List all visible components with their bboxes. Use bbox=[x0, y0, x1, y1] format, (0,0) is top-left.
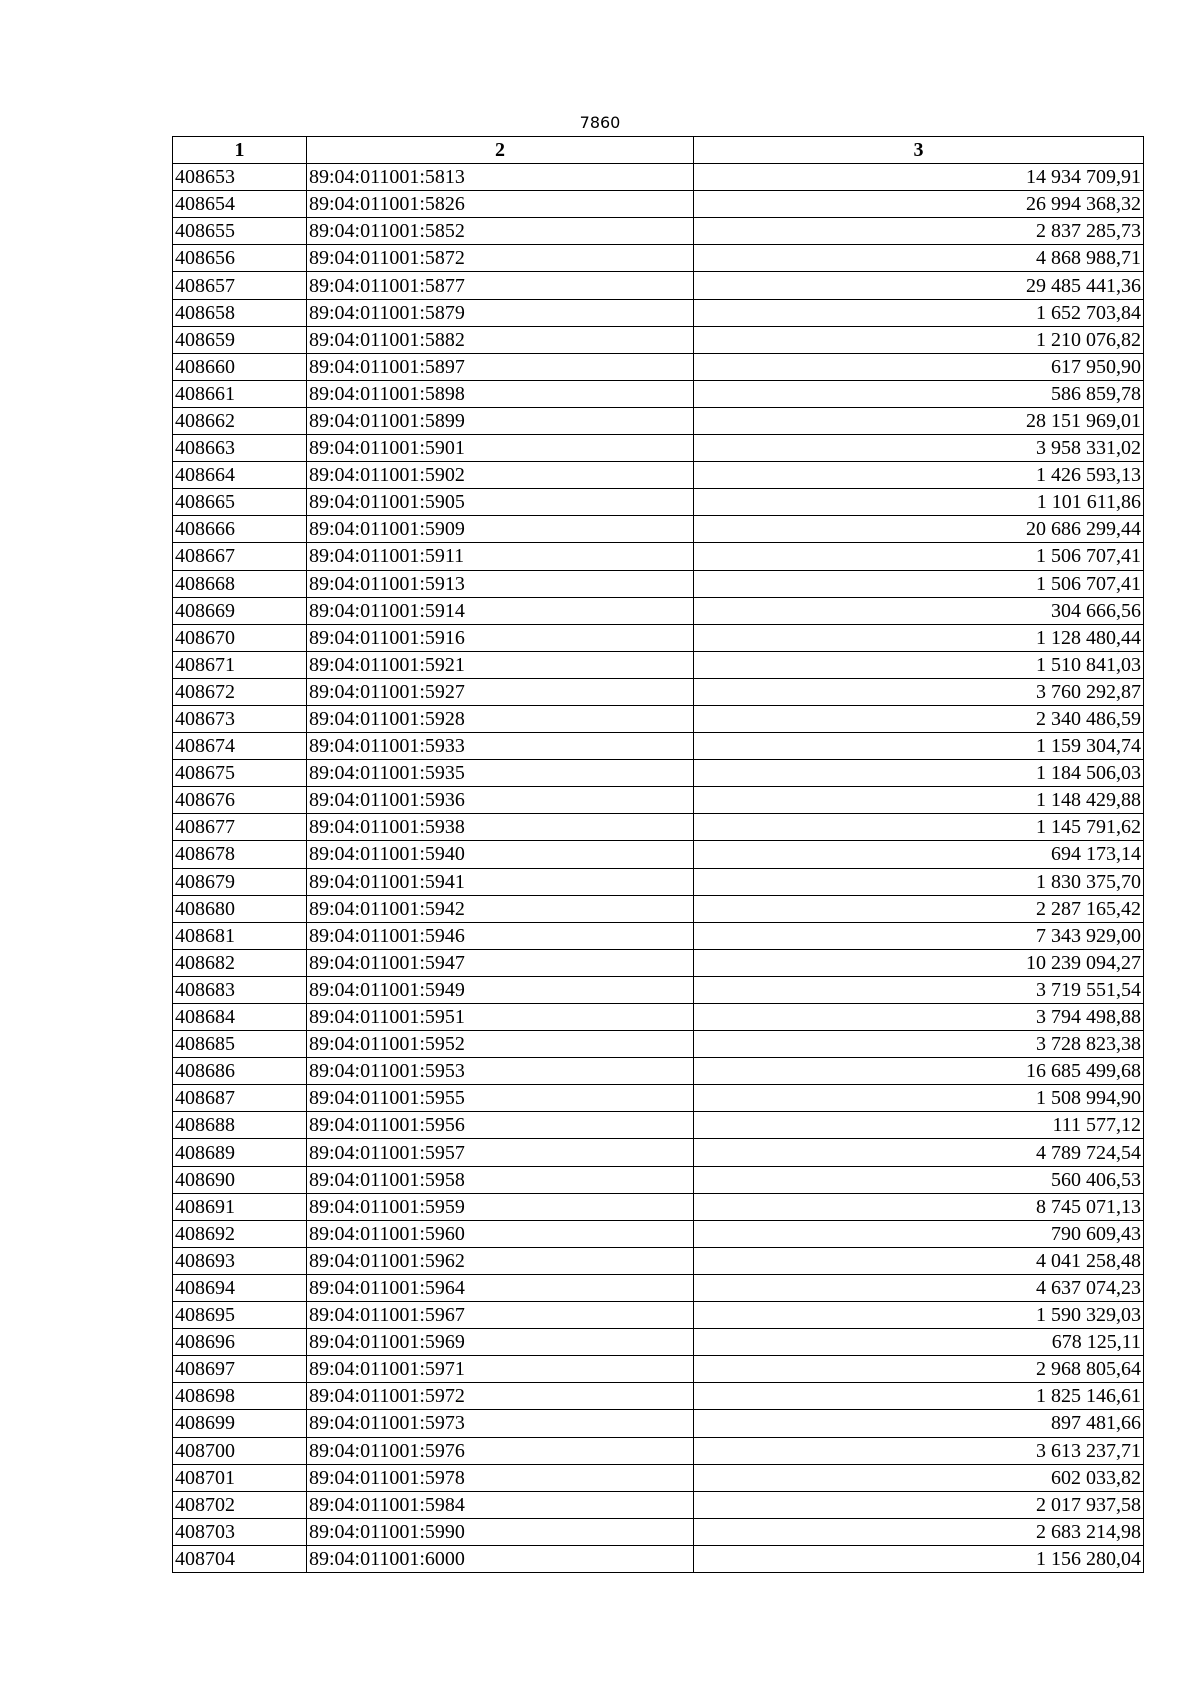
value-cell: 2 287 165,42 bbox=[694, 895, 1144, 922]
row-number-cell: 408657 bbox=[173, 272, 307, 299]
data-table bbox=[172, 136, 1144, 1573]
table-row bbox=[173, 1274, 1144, 1301]
row-number-cell: 408663 bbox=[173, 435, 307, 462]
cadastral-number-cell: 89:04:011001:5973 bbox=[307, 1410, 694, 1437]
value-cell: 2 340 486,59 bbox=[694, 705, 1144, 732]
cadastral-number-cell: 89:04:011001:5984 bbox=[307, 1491, 694, 1518]
table-row bbox=[173, 624, 1144, 651]
value-cell: 14 934 709,91 bbox=[694, 164, 1144, 191]
value-cell: 3 794 498,88 bbox=[694, 1004, 1144, 1031]
cadastral-number-cell: 89:04:011001:5879 bbox=[307, 299, 694, 326]
value-cell: 7 343 929,00 bbox=[694, 922, 1144, 949]
cadastral-number-cell: 89:04:011001:5914 bbox=[307, 597, 694, 624]
value-cell: 2 968 805,64 bbox=[694, 1356, 1144, 1383]
value-cell: 10 239 094,27 bbox=[694, 949, 1144, 976]
row-number-cell: 408654 bbox=[173, 191, 307, 218]
table-row bbox=[173, 597, 1144, 624]
table-row bbox=[173, 272, 1144, 299]
cadastral-number-cell: 89:04:011001:5947 bbox=[307, 949, 694, 976]
cadastral-number-cell: 89:04:011001:5990 bbox=[307, 1518, 694, 1545]
cadastral-number-cell: 89:04:011001:5971 bbox=[307, 1356, 694, 1383]
cadastral-number-cell: 89:04:011001:5872 bbox=[307, 245, 694, 272]
row-number-cell: 408660 bbox=[173, 353, 307, 380]
table-row bbox=[173, 1545, 1144, 1572]
row-number-cell: 408665 bbox=[173, 489, 307, 516]
cadastral-number-cell: 89:04:011001:5964 bbox=[307, 1274, 694, 1301]
value-cell: 1 510 841,03 bbox=[694, 651, 1144, 678]
row-number-cell: 408670 bbox=[173, 624, 307, 651]
row-number-cell: 408669 bbox=[173, 597, 307, 624]
row-number-cell: 408697 bbox=[173, 1356, 307, 1383]
row-number-cell: 408685 bbox=[173, 1031, 307, 1058]
row-number-cell: 408681 bbox=[173, 922, 307, 949]
value-cell: 4 041 258,48 bbox=[694, 1247, 1144, 1274]
value-cell: 1 426 593,13 bbox=[694, 462, 1144, 489]
row-number-cell: 408702 bbox=[173, 1491, 307, 1518]
row-number-cell: 408661 bbox=[173, 380, 307, 407]
value-cell: 111 577,12 bbox=[694, 1112, 1144, 1139]
table-row bbox=[173, 1302, 1144, 1329]
table-row bbox=[173, 1356, 1144, 1383]
row-number-cell: 408655 bbox=[173, 218, 307, 245]
row-number-cell: 408700 bbox=[173, 1437, 307, 1464]
value-cell: 1 156 280,04 bbox=[694, 1545, 1144, 1572]
cadastral-number-cell: 89:04:011001:5928 bbox=[307, 705, 694, 732]
value-cell: 1 184 506,03 bbox=[694, 760, 1144, 787]
table-row bbox=[173, 733, 1144, 760]
table-header-row bbox=[173, 137, 1144, 164]
cadastral-number-cell: 89:04:011001:5905 bbox=[307, 489, 694, 516]
row-number-cell: 408686 bbox=[173, 1058, 307, 1085]
cadastral-number-cell: 89:04:011001:5962 bbox=[307, 1247, 694, 1274]
cadastral-number-cell: 89:04:011001:5958 bbox=[307, 1166, 694, 1193]
table-row bbox=[173, 1491, 1144, 1518]
cadastral-number-cell: 89:04:011001:5882 bbox=[307, 326, 694, 353]
table-row bbox=[173, 570, 1144, 597]
value-cell: 3 719 551,54 bbox=[694, 976, 1144, 1003]
row-number-cell: 408667 bbox=[173, 543, 307, 570]
table-row bbox=[173, 543, 1144, 570]
value-cell: 8 745 071,13 bbox=[694, 1193, 1144, 1220]
row-number-cell: 408698 bbox=[173, 1383, 307, 1410]
table-row bbox=[173, 1410, 1144, 1437]
value-cell: 4 637 074,23 bbox=[694, 1274, 1144, 1301]
cadastral-number-cell: 89:04:011001:5898 bbox=[307, 380, 694, 407]
cadastral-number-cell: 89:04:011001:5921 bbox=[307, 651, 694, 678]
cadastral-number-cell: 89:04:011001:5877 bbox=[307, 272, 694, 299]
value-cell: 29 485 441,36 bbox=[694, 272, 1144, 299]
table-row bbox=[173, 678, 1144, 705]
table-row bbox=[173, 1058, 1144, 1085]
table-row bbox=[173, 191, 1144, 218]
cadastral-number-cell: 89:04:011001:5952 bbox=[307, 1031, 694, 1058]
value-cell: 3 958 331,02 bbox=[694, 435, 1144, 462]
value-cell: 617 950,90 bbox=[694, 353, 1144, 380]
row-number-cell: 408664 bbox=[173, 462, 307, 489]
table-row bbox=[173, 1518, 1144, 1545]
table-row bbox=[173, 489, 1144, 516]
cadastral-number-cell: 89:04:011001:5942 bbox=[307, 895, 694, 922]
cadastral-number-cell: 89:04:011001:5978 bbox=[307, 1464, 694, 1491]
column-header-1: 1 bbox=[173, 137, 307, 164]
value-cell: 16 685 499,68 bbox=[694, 1058, 1144, 1085]
value-cell: 1 210 076,82 bbox=[694, 326, 1144, 353]
table-row bbox=[173, 1464, 1144, 1491]
cadastral-number-cell: 89:04:011001:5972 bbox=[307, 1383, 694, 1410]
row-number-cell: 408662 bbox=[173, 407, 307, 434]
table-row bbox=[173, 435, 1144, 462]
value-cell: 2 017 937,58 bbox=[694, 1491, 1144, 1518]
row-number-cell: 408653 bbox=[173, 164, 307, 191]
row-number-cell: 408673 bbox=[173, 705, 307, 732]
table-row bbox=[173, 164, 1144, 191]
row-number-cell: 408683 bbox=[173, 976, 307, 1003]
row-number-cell: 408672 bbox=[173, 678, 307, 705]
value-cell: 1 101 611,86 bbox=[694, 489, 1144, 516]
value-cell: 1 590 329,03 bbox=[694, 1302, 1144, 1329]
cadastral-number-cell: 89:04:011001:5946 bbox=[307, 922, 694, 949]
value-cell: 1 830 375,70 bbox=[694, 868, 1144, 895]
row-number-cell: 408687 bbox=[173, 1085, 307, 1112]
row-number-cell: 408682 bbox=[173, 949, 307, 976]
table-row bbox=[173, 1112, 1144, 1139]
value-cell: 1 128 480,44 bbox=[694, 624, 1144, 651]
table-row bbox=[173, 299, 1144, 326]
value-cell: 1 148 429,88 bbox=[694, 787, 1144, 814]
table-row bbox=[173, 705, 1144, 732]
value-cell: 4 789 724,54 bbox=[694, 1139, 1144, 1166]
table-row bbox=[173, 922, 1144, 949]
row-number-cell: 408680 bbox=[173, 895, 307, 922]
value-cell: 4 868 988,71 bbox=[694, 245, 1144, 272]
table-row bbox=[173, 1247, 1144, 1274]
table-row bbox=[173, 949, 1144, 976]
row-number-cell: 408694 bbox=[173, 1274, 307, 1301]
table-row bbox=[173, 1437, 1144, 1464]
cadastral-number-cell: 89:04:011001:5969 bbox=[307, 1329, 694, 1356]
table-row bbox=[173, 326, 1144, 353]
table-row bbox=[173, 868, 1144, 895]
page-number: 7860 bbox=[579, 113, 621, 132]
cadastral-number-cell: 89:04:011001:5927 bbox=[307, 678, 694, 705]
cadastral-number-cell: 89:04:011001:5902 bbox=[307, 462, 694, 489]
table-row bbox=[173, 651, 1144, 678]
row-number-cell: 408659 bbox=[173, 326, 307, 353]
value-cell: 602 033,82 bbox=[694, 1464, 1144, 1491]
value-cell: 1 145 791,62 bbox=[694, 814, 1144, 841]
value-cell: 304 666,56 bbox=[694, 597, 1144, 624]
row-number-cell: 408695 bbox=[173, 1302, 307, 1329]
value-cell: 678 125,11 bbox=[694, 1329, 1144, 1356]
value-cell: 3 728 823,38 bbox=[694, 1031, 1144, 1058]
table-row bbox=[173, 1085, 1144, 1112]
table-row bbox=[173, 1004, 1144, 1031]
table-row bbox=[173, 462, 1144, 489]
cadastral-number-cell: 89:04:011001:5936 bbox=[307, 787, 694, 814]
cadastral-number-cell: 89:04:011001:5916 bbox=[307, 624, 694, 651]
cadastral-number-cell: 89:04:011001:5933 bbox=[307, 733, 694, 760]
table-row bbox=[173, 1139, 1144, 1166]
table-row bbox=[173, 1220, 1144, 1247]
table-row bbox=[173, 516, 1144, 543]
cadastral-number-cell: 89:04:011001:5899 bbox=[307, 407, 694, 434]
table-row bbox=[173, 1193, 1144, 1220]
row-number-cell: 408688 bbox=[173, 1112, 307, 1139]
value-cell: 3 613 237,71 bbox=[694, 1437, 1144, 1464]
cadastral-number-cell: 89:04:011001:6000 bbox=[307, 1545, 694, 1572]
value-cell: 1 159 304,74 bbox=[694, 733, 1144, 760]
value-cell: 586 859,78 bbox=[694, 380, 1144, 407]
table-row bbox=[173, 1383, 1144, 1410]
cadastral-number-cell: 89:04:011001:5852 bbox=[307, 218, 694, 245]
row-number-cell: 408696 bbox=[173, 1329, 307, 1356]
row-number-cell: 408679 bbox=[173, 868, 307, 895]
row-number-cell: 408668 bbox=[173, 570, 307, 597]
cadastral-number-cell: 89:04:011001:5967 bbox=[307, 1302, 694, 1329]
row-number-cell: 408693 bbox=[173, 1247, 307, 1274]
cadastral-number-cell: 89:04:011001:5901 bbox=[307, 435, 694, 462]
row-number-cell: 408677 bbox=[173, 814, 307, 841]
row-number-cell: 408675 bbox=[173, 760, 307, 787]
cadastral-number-cell: 89:04:011001:5826 bbox=[307, 191, 694, 218]
cadastral-number-cell: 89:04:011001:5957 bbox=[307, 1139, 694, 1166]
row-number-cell: 408684 bbox=[173, 1004, 307, 1031]
value-cell: 1 506 707,41 bbox=[694, 570, 1144, 597]
row-number-cell: 408692 bbox=[173, 1220, 307, 1247]
cadastral-number-cell: 89:04:011001:5813 bbox=[307, 164, 694, 191]
value-cell: 1 508 994,90 bbox=[694, 1085, 1144, 1112]
value-cell: 2 683 214,98 bbox=[694, 1518, 1144, 1545]
cadastral-number-cell: 89:04:011001:5953 bbox=[307, 1058, 694, 1085]
table-row bbox=[173, 1166, 1144, 1193]
table-row bbox=[173, 353, 1144, 380]
row-number-cell: 408678 bbox=[173, 841, 307, 868]
row-number-cell: 408701 bbox=[173, 1464, 307, 1491]
row-number-cell: 408703 bbox=[173, 1518, 307, 1545]
row-number-cell: 408704 bbox=[173, 1545, 307, 1572]
value-cell: 790 609,43 bbox=[694, 1220, 1144, 1247]
cadastral-number-cell: 89:04:011001:5951 bbox=[307, 1004, 694, 1031]
value-cell: 1 652 703,84 bbox=[694, 299, 1144, 326]
table-body bbox=[173, 164, 1144, 1573]
table-row bbox=[173, 380, 1144, 407]
table-row bbox=[173, 787, 1144, 814]
row-number-cell: 408690 bbox=[173, 1166, 307, 1193]
value-cell: 3 760 292,87 bbox=[694, 678, 1144, 705]
table-row bbox=[173, 976, 1144, 1003]
cadastral-number-cell: 89:04:011001:5940 bbox=[307, 841, 694, 868]
cadastral-number-cell: 89:04:011001:5938 bbox=[307, 814, 694, 841]
cadastral-number-cell: 89:04:011001:5960 bbox=[307, 1220, 694, 1247]
cadastral-number-cell: 89:04:011001:5959 bbox=[307, 1193, 694, 1220]
table-row bbox=[173, 814, 1144, 841]
cadastral-number-cell: 89:04:011001:5935 bbox=[307, 760, 694, 787]
table-row bbox=[173, 1329, 1144, 1356]
cadastral-number-cell: 89:04:011001:5976 bbox=[307, 1437, 694, 1464]
row-number-cell: 408689 bbox=[173, 1139, 307, 1166]
table-row bbox=[173, 218, 1144, 245]
cadastral-number-cell: 89:04:011001:5913 bbox=[307, 570, 694, 597]
value-cell: 694 173,14 bbox=[694, 841, 1144, 868]
value-cell: 560 406,53 bbox=[694, 1166, 1144, 1193]
row-number-cell: 408699 bbox=[173, 1410, 307, 1437]
row-number-cell: 408658 bbox=[173, 299, 307, 326]
value-cell: 2 837 285,73 bbox=[694, 218, 1144, 245]
row-number-cell: 408674 bbox=[173, 733, 307, 760]
cadastral-number-cell: 89:04:011001:5949 bbox=[307, 976, 694, 1003]
column-header-2: 2 bbox=[307, 137, 694, 164]
cadastral-number-cell: 89:04:011001:5956 bbox=[307, 1112, 694, 1139]
table-row bbox=[173, 760, 1144, 787]
cadastral-number-cell: 89:04:011001:5909 bbox=[307, 516, 694, 543]
row-number-cell: 408671 bbox=[173, 651, 307, 678]
value-cell: 1 506 707,41 bbox=[694, 543, 1144, 570]
table-row bbox=[173, 407, 1144, 434]
table-row bbox=[173, 1031, 1144, 1058]
row-number-cell: 408691 bbox=[173, 1193, 307, 1220]
row-number-cell: 408666 bbox=[173, 516, 307, 543]
cadastral-number-cell: 89:04:011001:5897 bbox=[307, 353, 694, 380]
table-row bbox=[173, 245, 1144, 272]
column-header-3: 3 bbox=[694, 137, 1144, 164]
row-number-cell: 408676 bbox=[173, 787, 307, 814]
row-number-cell: 408656 bbox=[173, 245, 307, 272]
value-cell: 1 825 146,61 bbox=[694, 1383, 1144, 1410]
cadastral-number-cell: 89:04:011001:5911 bbox=[307, 543, 694, 570]
table-row bbox=[173, 841, 1144, 868]
table-row bbox=[173, 895, 1144, 922]
value-cell: 26 994 368,32 bbox=[694, 191, 1144, 218]
value-cell: 20 686 299,44 bbox=[694, 516, 1144, 543]
cadastral-number-cell: 89:04:011001:5955 bbox=[307, 1085, 694, 1112]
value-cell: 28 151 969,01 bbox=[694, 407, 1144, 434]
value-cell: 897 481,66 bbox=[694, 1410, 1144, 1437]
cadastral-number-cell: 89:04:011001:5941 bbox=[307, 868, 694, 895]
